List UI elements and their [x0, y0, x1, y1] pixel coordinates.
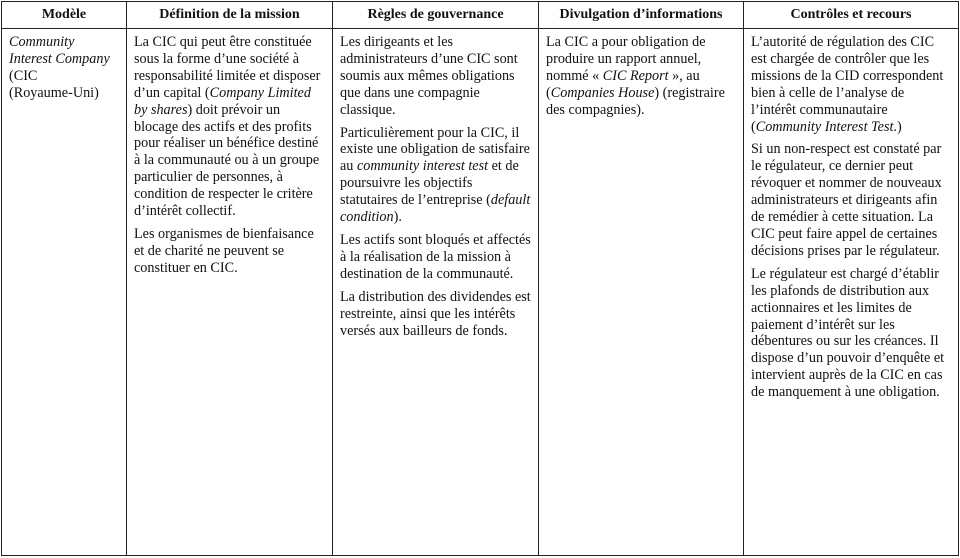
- definition-paragraph-1: [134, 34, 326, 220]
- cell-modele: [2, 29, 127, 556]
- cell-divulgation: [539, 29, 744, 556]
- divulgation-italic: CIC Report: [602, 67, 669, 84]
- controles-text: L’autorité de régulation des CIC est chargée de contrôler que les missions de la CID correspondent bien à celle de l’analyse de l’intérêt communautaire (: [751, 34, 944, 135]
- cell-regles: [333, 29, 539, 556]
- cell-definition: [127, 29, 333, 556]
- regles-text: et de poursuivre les objectifs statutaires de l’entreprise (: [340, 158, 519, 209]
- table-row: [2, 29, 959, 556]
- divulgation-text: La CIC a pour obligation de produire un rapport annuel, nommé «: [546, 34, 706, 84]
- header-row: [2, 2, 959, 29]
- definition-italic: Company Limited by shares: [134, 84, 311, 118]
- regles-paragraph-1: Les dirigeants et les administrateurs d’une CIC sont soumis aux mêmes obligations que dans une compagnie classique.: [340, 34, 518, 118]
- controles-italic: Community Interest Test: [755, 118, 894, 135]
- divulgation-italic: Companies House: [550, 84, 655, 101]
- definition-paragraph-2: Les organismes de bienfaisance et de charité ne peuvent se constituer en CIC.: [134, 225, 314, 276]
- header-definition: Définition de la mission: [127, 2, 333, 29]
- model-name-italic: Community Interest Company: [9, 34, 110, 67]
- regles-text: Particulièrement pour la CIC, il existe une obligation de satisfaire au: [340, 124, 530, 175]
- definition-text: ) doit prévoir un blocage des actifs et des profits pour réaliser un bénéfice destiné à la communauté ou à un groupe particulier de personnes, à condition de respecter le critère d’intérêt collectif.: [134, 101, 320, 220]
- comparison-table: [1, 1, 959, 556]
- definition-text: La CIC qui peut être constituée sous la forme d’une société à responsabilité limitée et disposer d’un capital (: [134, 34, 321, 101]
- divulgation-text: », au (: [546, 67, 700, 101]
- model-name-rest: (CIC: [9, 67, 38, 84]
- regles-paragraph-2: [340, 125, 532, 226]
- header-modele: Modèle: [2, 2, 127, 29]
- divulgation-text: ) (registraire des compagnies).: [546, 84, 725, 118]
- controles-paragraph-1: [751, 34, 952, 135]
- regles-italic: default condition: [340, 192, 531, 226]
- regles-paragraph-4: La distribution des dividendes est restreinte, ainsi que les intérêts versés aux bailleurs de fonds.: [340, 288, 531, 339]
- controles-text: .): [893, 118, 902, 135]
- divulgation-paragraph-1: [546, 34, 737, 119]
- header-regles: Règles de gouvernance: [333, 2, 539, 29]
- regles-text: ).: [393, 209, 402, 226]
- header-controles: Contrôles et recours: [744, 2, 959, 29]
- cell-controles: [744, 29, 959, 556]
- model-name: [9, 34, 120, 102]
- regles-paragraph-3: Les actifs sont bloqués et affectés à la réalisation de la mission à destination de la communauté.: [340, 231, 531, 282]
- controles-paragraph-2: Si un non-respect est constaté par le régulateur, ce dernier peut révoquer et nommer de nouveaux administrateurs et dirigeants afin de remédier à cette situation. La CIC peut faire appel de certaines décisions prises par le régulateur.: [751, 141, 942, 259]
- regles-italic: community interest test: [356, 158, 489, 175]
- controles-paragraph-3: Le régulateur est chargé d’établir les plafonds de distribution aux actionnaires et les limites de paiement d’intérêt sur les débentures ou sur les créances. Il dispose d’un pouvoir d’enquête et intervient auprès de la CIC en cas de manquement à une obligation.: [751, 265, 945, 401]
- header-divulgation: Divulgation d’informations: [539, 2, 744, 29]
- model-country: (Royaume-Uni): [9, 84, 99, 101]
